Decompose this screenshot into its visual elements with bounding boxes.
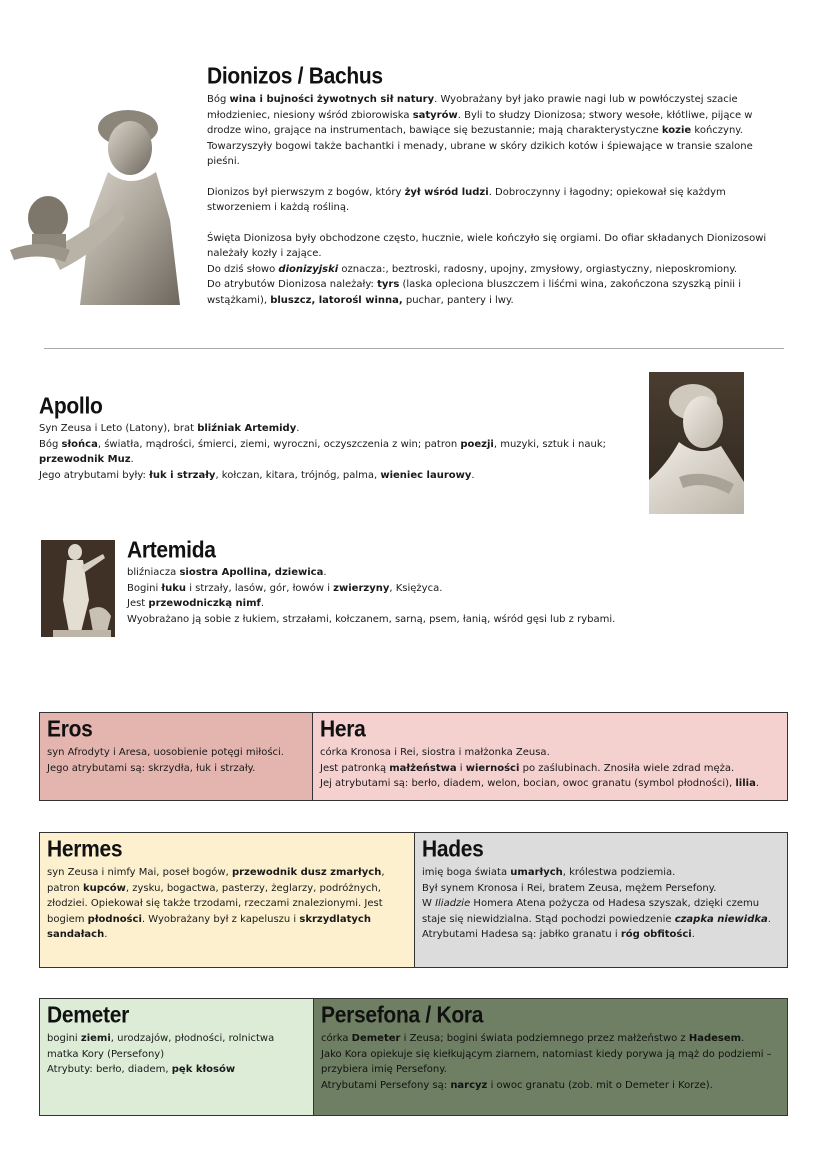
section-divider	[44, 348, 784, 349]
hades-line-3: W Iliadzie Homera Atena pożycza od Hadesa szyszak, dzięki czemu staje się niewidzialna. Stąd pochodzi powiedzenie czapka niewidka.	[422, 898, 771, 925]
hades-title: Hades	[422, 837, 484, 862]
persefona-line-1: córka Demeter i Zeusa; bogini świata podziemnego przez małżeństwo z Hadesem.	[321, 1033, 745, 1044]
apollo-line-2: Bóg słońca, światła, mądrości, śmierci, ziemi, wyroczni, oczyszczenia z win; patron poezji, muzyki, sztuk i nauk;	[39, 438, 607, 450]
artemida-statue-image	[41, 540, 115, 637]
hera-line-1: córka Kronosa i Rei, siostra i małżonka Zeusa.	[320, 747, 550, 758]
artemida-text	[127, 565, 687, 627]
demeter-box	[39, 998, 315, 1116]
artemida-line-3: Jest przewodniczką nimf.	[127, 598, 265, 609]
dionizos-title: Dionizos / Bachus	[207, 64, 383, 89]
hades-line-4: Atrybutami Hadesa są: jabłko granatu i róg obfitości.	[422, 929, 695, 940]
eros-line-2: Jego atrybutami są: skrzydła, łuk i strzały.	[47, 762, 256, 774]
artemida-title: Artemida	[127, 538, 216, 563]
eros-title: Eros	[47, 717, 93, 742]
apollo-title: Apollo	[39, 394, 103, 419]
demeter-line-2: matka Kory (Persefony)	[47, 1048, 165, 1060]
apollo-bust-image	[649, 372, 744, 514]
persefona-title: Persefona / Kora	[321, 1003, 484, 1028]
hera-line-3: Jej atrybutami są: berło, diadem, welon, bocian, owoc granatu (symbol płodności), lilia.	[320, 778, 760, 789]
apollo-line-1: Syn Zeusa i Leto (Latony), brat bliźniak Artemidy.	[39, 423, 300, 434]
persefona-line-3: Atrybutami Persefony są: narcyz i owoc granatu (zob. mit o Demeter i Korze).	[321, 1079, 713, 1091]
artemida-line-1: bliźniacza siostra Apollina, dziewica.	[127, 567, 327, 578]
hermes-box	[39, 832, 415, 968]
hera-line-2: Jest patronką małżeństwa i wierności po zaślubinach. Znosiła wiele zdrad męża.	[320, 762, 735, 774]
demeter-line-1: bogini ziemi, urodzajów, płodności, rolnictwa	[47, 1033, 275, 1044]
apollo-line-4: Jego atrybutami były: łuk i strzały, kołczan, kitara, trójnóg, palma, wieniec laurowy.	[39, 469, 475, 481]
dionizos-paragraph-1: Bóg wina i bujności żywotnych sił natury. Wyobrażany był jako prawie nagi lub w powłóczystej szacie młodzieniec, niesiony wśród zbiorowiska satyrów. Byli to słudzy Dionizosa; stwory wesołe, kłótliwe, pijące w drodze wino, grające na instrumentach, bawiące się bezustannie; mają charakterystyczne kozie kończyny. Towarzyszyły bogowi także bachantki i menady, ubrane w skóry dzikich kotów i śpiewające w transie szalone pieśni.	[207, 94, 753, 167]
persefona-box	[313, 998, 788, 1116]
eros-line-1: syn Afrodyty i Aresa, uosobienie potęgi miłości.	[47, 747, 284, 758]
hades-box	[414, 832, 788, 968]
demeter-line-3: Atrybuty: berło, diadem, pęk kłosów	[47, 1064, 236, 1075]
persefona-line-2: Jako Kora opiekuje się kiełkującym ziarnem, natomiast kiedy porywa ją mąż do podziemi – przybiera imię Persefony.	[321, 1048, 772, 1075]
hermes-text: syn Zeusa i nimfy Mai, poseł bogów, przewodnik dusz zmarłych, patron kupców, zysku, bogactwa, pasterzy, żeglarzy, podróżnych, złodziei. Opiekował się także trzodami, rzeczami znalezionymi. Jest bogiem płodności. Wyobrażany był z kapeluszu i skrzydlatych sandałach.	[47, 867, 385, 940]
dionizos-paragraph-3: Święta Dionizosa były obchodzone często, hucznie, wiele kończyło się orgiami. Do ofiar składanych Dionizosowi należały kozły i zające.	[207, 232, 767, 259]
dionizos-paragraph-2: Dionizos był pierwszym z bogów, który żył wśród ludzi. Dobroczynny i łagodny; opiekował się każdym stworzeniem i każdą rośliną.	[207, 186, 726, 213]
eros-box	[39, 712, 313, 801]
demeter-title: Demeter	[47, 1003, 129, 1028]
dionizos-text	[207, 92, 777, 308]
artemida-line-4: Wyobrażano ją sobie z łukiem, strzałami, kołczanem, sarną, psem, łanią, wśród gęsi lub z rybami.	[127, 613, 616, 625]
hades-line-2: Był synem Kronosa i Rei, bratem Zeusa, mężem Persefony.	[422, 882, 717, 894]
apollo-text	[39, 421, 629, 483]
hermes-title: Hermes	[47, 837, 123, 862]
dionizos-paragraph-4: Do dziś słowo dionizyjski oznacza:, beztroski, radosny, upojny, zmysłowy, orgiastyczny, nieposkromiony.	[207, 263, 738, 275]
dionizos-statue-image	[10, 100, 190, 305]
hera-title: Hera	[320, 717, 366, 742]
artemida-line-2: Bogini łuku i strzały, lasów, gór, łowów i zwierzyny, Księżyca.	[127, 582, 443, 594]
dionizos-paragraph-5: Do atrybutów Dionizosa należały: tyrs (laska opleciona bluszczem i liśćmi wina, zakończona szyszką pinii i wstążkami), bluszcz, latorośl winna, puchar, pantery i lwy.	[207, 279, 741, 306]
hera-box	[312, 712, 788, 801]
hades-line-1: imię boga świata umarłych, królestwa podziemia.	[422, 867, 676, 878]
apollo-line-3: przewodnik Muz.	[39, 454, 134, 465]
